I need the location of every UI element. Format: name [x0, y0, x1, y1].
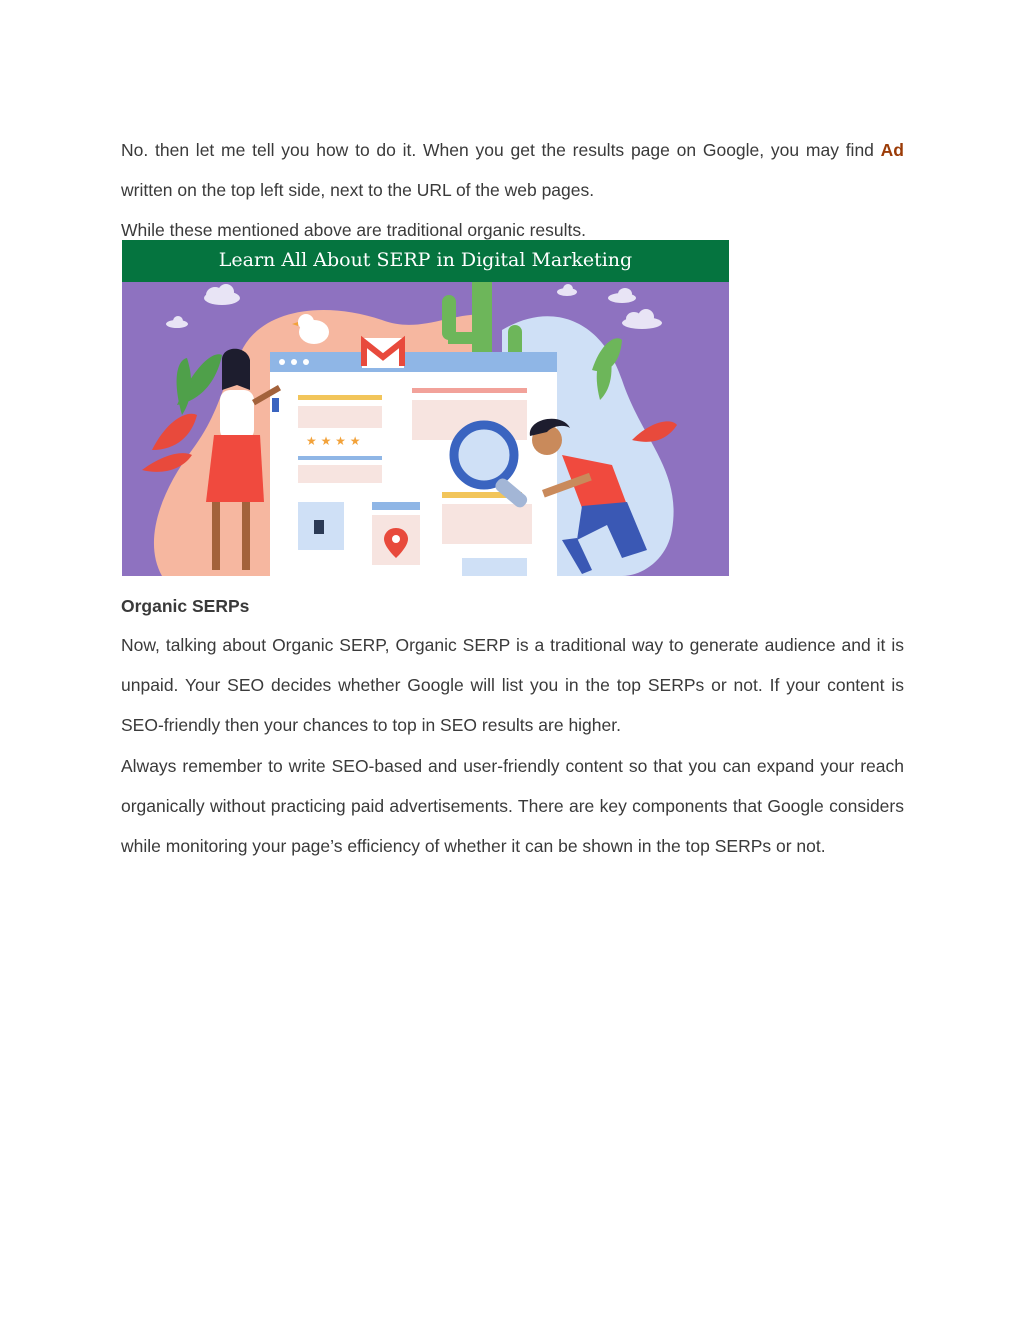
section-paragraph-1: Now, talking about Organic SERP, Organic SERP is a traditional way to generate audience and it is unpaid. Your SEO decides whether Google will list you in the top SERPs or not. If your content is SEO-friendly then your chances to top in SEO results are higher.	[121, 635, 904, 735]
banner-title: Learn All About SERP in Digital Marketing	[218, 249, 633, 271]
svg-text:★ ★ ★ ★: ★ ★ ★ ★	[306, 434, 361, 448]
illustration-svg	[122, 240, 729, 576]
ad-keyword: Ad	[880, 140, 904, 160]
section-heading: Organic SERPs	[121, 596, 250, 616]
intro-text-rest: written on the top left side, next to the URL of the web pages.	[121, 180, 595, 200]
gmail-icon	[362, 338, 404, 368]
intro-text: No. then let me tell you how to do it. When you get the results page on Google, you may find	[121, 140, 881, 160]
serp-illustration	[122, 240, 729, 576]
intro-paragraph	[121, 130, 904, 210]
section-paragraph-2: Always remember to write SEO-based and user-friendly content so that you can expand your reach organically without practicing paid advertisements. There are key components that Google considers while monitoring your page’s efficiency of whether it can be shown in the top SERPs or not.	[121, 756, 904, 856]
intro-line2: While these mentioned above are traditional organic results.	[121, 220, 586, 240]
